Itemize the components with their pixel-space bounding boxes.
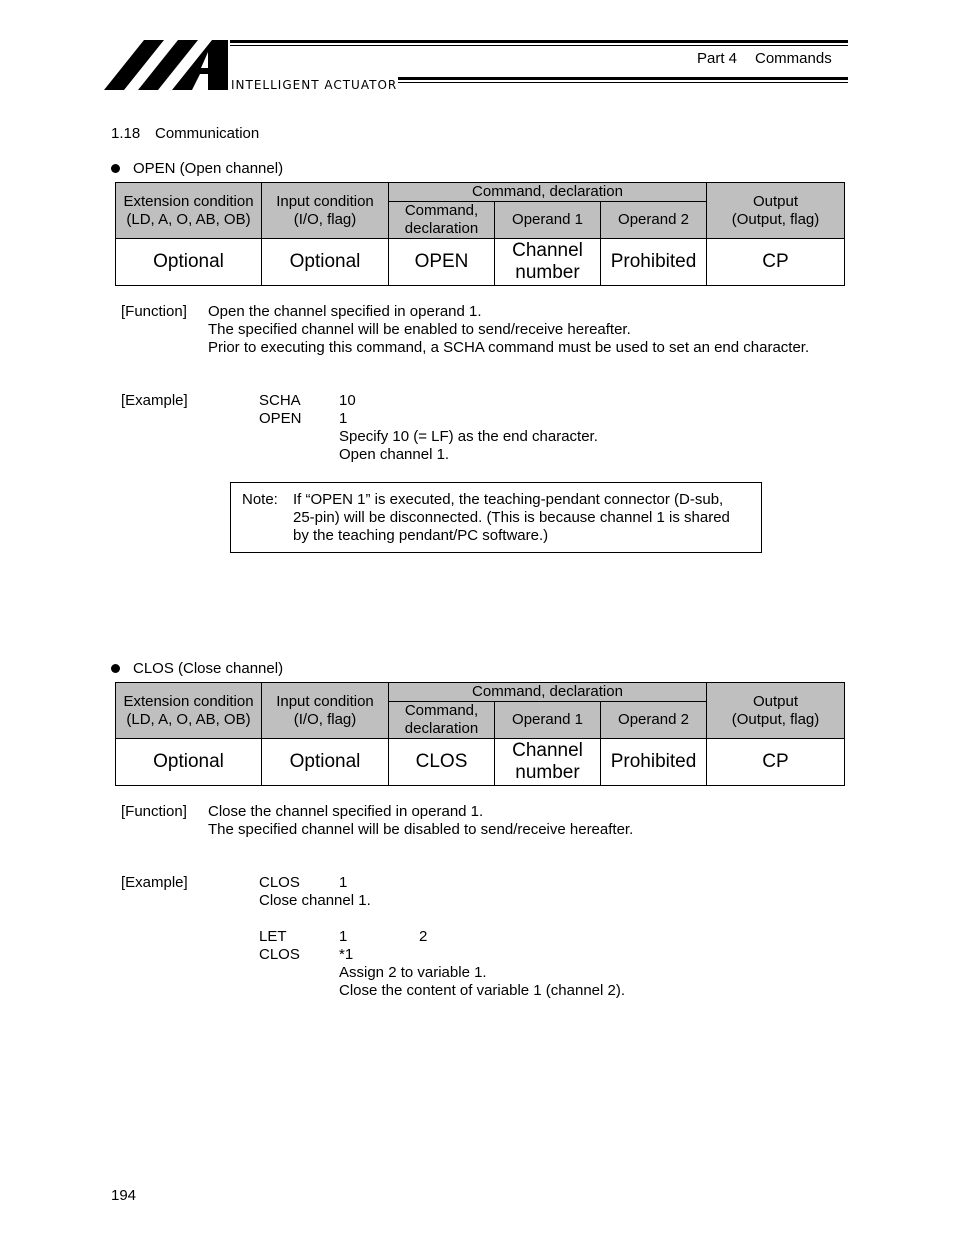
open-note-box: [230, 482, 762, 553]
example-operand: 1: [339, 928, 348, 945]
logo-text: INTELLIGENT ACTUATOR: [231, 78, 398, 92]
bullet-icon: [111, 664, 120, 673]
clos-command-table: [115, 682, 845, 786]
header-output: Output (Output, flag): [707, 183, 845, 239]
cell-operand1: Channel number: [495, 739, 601, 786]
clos-example-label: [Example]: [121, 874, 188, 891]
note-label: Note:: [242, 491, 278, 508]
header-operand2: Operand 2: [601, 202, 707, 239]
clos-title: CLOS (Close channel): [133, 660, 284, 677]
header-command-group: Command, declaration: [389, 683, 707, 702]
header-command-group: Command, declaration: [389, 183, 707, 202]
header-extension-condition: Extension condition (LD, A, O, AB, OB): [116, 183, 262, 239]
cell-extension: Optional: [116, 239, 262, 286]
header-rule-top: [230, 40, 848, 43]
example-comment: Assign 2 to variable 1.: [339, 964, 487, 981]
example-command: OPEN: [259, 410, 302, 427]
open-title: OPEN (Open channel): [133, 160, 284, 177]
example-operand: *1: [339, 946, 354, 963]
open-command-table: [115, 182, 845, 286]
page-number: 194: [111, 1187, 137, 1204]
header-input-condition: Input condition (I/O, flag): [262, 683, 389, 739]
header-operand2: Operand 2: [601, 702, 707, 739]
open-function-line: The specified channel will be enabled to send/receive hereafter.: [208, 321, 631, 338]
header-rule-bottom-thin: [398, 82, 848, 83]
cell-operand1: Channel number: [495, 239, 601, 286]
example-operand: 1: [339, 410, 348, 427]
note-line: If “OPEN 1” is executed, the teaching-pendant connector (D-sub,: [293, 491, 724, 508]
example-operand: 1: [339, 874, 348, 891]
example-command: SCHA: [259, 392, 301, 409]
clos-function-line: Close the channel specified in operand 1.: [208, 803, 484, 820]
example-operand2: 2: [419, 928, 428, 945]
note-line: by the teaching pendant/PC software.): [293, 527, 549, 544]
example-command: LET: [259, 928, 287, 945]
cell-output: CP: [707, 239, 845, 286]
header-rule-bottom: [398, 77, 848, 80]
example-comment: Open channel 1.: [339, 446, 450, 463]
example-command: CLOS: [259, 946, 300, 963]
header-input-condition: Input condition (I/O, flag): [262, 183, 389, 239]
header-operand1: Operand 1: [495, 202, 601, 239]
clos-function-label: [Function]: [121, 803, 187, 820]
cell-output: CP: [707, 739, 845, 786]
header-command: Command, declaration: [389, 702, 495, 739]
example-operand: 10: [339, 392, 356, 409]
example-comment: Close the content of variable 1 (channel 2).: [339, 982, 626, 999]
open-function-line: Open the channel specified in operand 1.: [208, 303, 482, 320]
cell-command: OPEN: [389, 239, 495, 286]
header-extension-condition: Extension condition (LD, A, O, AB, OB): [116, 683, 262, 739]
open-example-label: [Example]: [121, 392, 188, 409]
header-output: Output (Output, flag): [707, 683, 845, 739]
section-title: Communication: [155, 125, 260, 142]
example-comment: Specify 10 (= LF) as the end character.: [339, 428, 598, 445]
open-function-line: Prior to executing this command, a SCHA command must be used to set an end character.: [208, 339, 810, 356]
bullet-icon: [111, 164, 120, 173]
cell-extension: Optional: [116, 739, 262, 786]
section-number: 1.18: [111, 125, 141, 142]
open-function-label: [Function]: [121, 303, 187, 320]
header-rule-top-thin: [230, 45, 848, 46]
example-comment: Close channel 1.: [259, 892, 371, 909]
cell-operand2: Prohibited: [601, 739, 707, 786]
cell-input: Optional: [262, 239, 389, 286]
iai-logo-icon: [104, 38, 230, 92]
header-command: Command, declaration: [389, 202, 495, 239]
header-section: Commands: [755, 50, 832, 67]
header-operand1: Operand 1: [495, 702, 601, 739]
header-part: Part 4: [697, 50, 738, 67]
clos-function-line: The specified channel will be disabled to send/receive hereafter.: [208, 821, 634, 838]
cell-operand2: Prohibited: [601, 239, 707, 286]
example-command: CLOS: [259, 874, 300, 891]
cell-command: CLOS: [389, 739, 495, 786]
cell-input: Optional: [262, 739, 389, 786]
note-line: 25-pin) will be disconnected. (This is because channel 1 is shared: [293, 509, 730, 526]
